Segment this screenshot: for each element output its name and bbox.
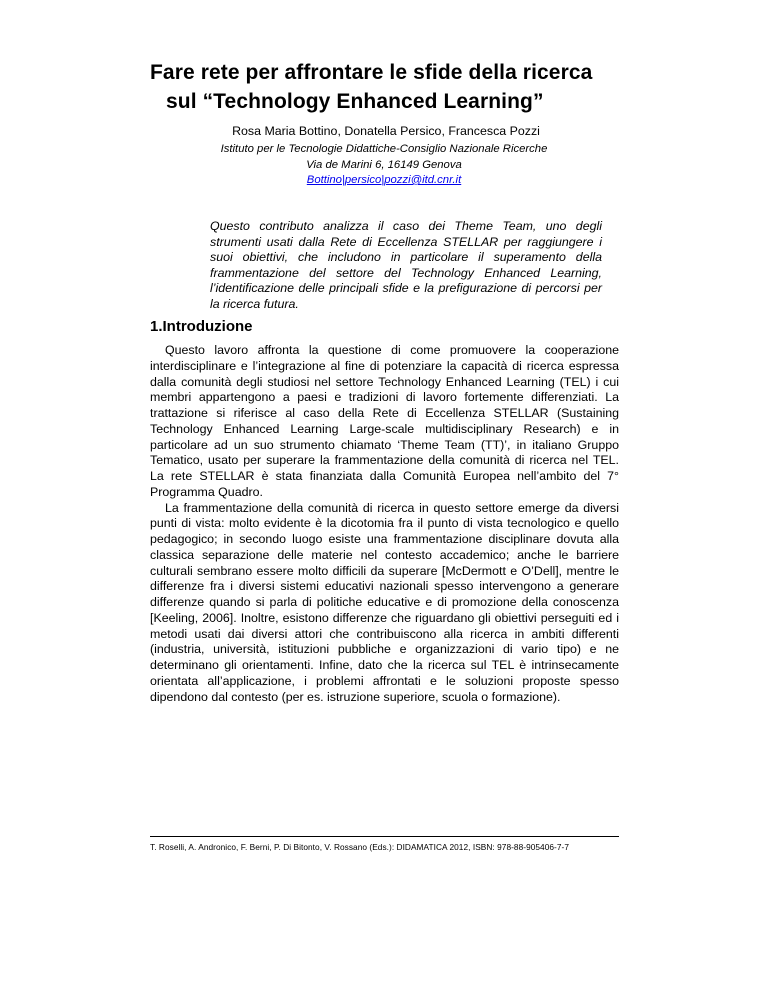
paragraph-2: La frammentazione della comunità di ricerca in questo settore emerge da diversi punti di vista: molto evidente è la dicotomia fra il punto di vista tecnologico e quello pedagogico; in secondo luogo esiste una frammentazione disciplinare dovuta alla classica separazione delle materie nel contesto accademico; anche le barriere culturali sembrano essere molto difficili da superare [McDermott e O’Dell], mentre le differenze fra i diversi sistemi educativi nazionali spesso intervengono a generare differenze quando si parla di politiche educative e di promozione della conoscenza [Keeling, 2006]. Inoltre, esistono differenze che riguardano gli obiettivi perseguiti ed i metodi usati dai diversi attori che contribuiscono alla ricerca in ambiti differenti (industria, università, istituzioni pubbliche e organizzazioni di vario tipo) e ne determinano gli orientamenti. Infine, dato che la ricerca sul TEL è intrinsecamente orientata all’applicazione, i problemi affrontati e le soluzioni proposte spesso dipendono dal contesto (per es. istruzione superiore, scuola o formazione).: [150, 500, 619, 704]
footer-rule: [150, 836, 619, 837]
paper-title: [150, 58, 650, 116]
title-line-2: sul “Technology Enhanced Learning”: [166, 90, 544, 113]
authors: Rosa Maria Bottino, Donatella Persico, Francesca Pozzi: [232, 124, 540, 138]
paragraph-1: Questo lavoro affronta la questione di come promuovere la cooperazione interdisciplinare e l’integrazione al fine di potenziare la capacità di ricerca espressa dalla comunità degli studiosi nel settore Technology Enhanced Learning (TEL) i cui membri appartengono a paesi e tradizioni di lavoro fortemente differenziati. La trattazione si riferisce al caso della Rete di Eccellenza STELLAR (Sustaining Technology Enhanced Learning Large-scale multidisciplinary Research) e in particolare ad un suo strumento chiamato ‘Theme Team (TT)’, in italiano Gruppo Tematico, usato per superare la frammentazione della comunità di ricerca nel TEL. La rete STELLAR è stata finanziata dalla Comunità Europea nell’ambito del 7° Programma Quadro.: [150, 343, 619, 499]
affiliation-address: Via de Marini 6, 16149 Genova: [306, 158, 462, 171]
abstract: Questo contributo analizza il caso dei Theme Team, uno degli strumenti usati dalla Rete di Eccellenza STELLAR per raggiungere i suoi obiettivi, che includono in particolare il superamento della frammentazione del settore del Technology Enhanced Learning, l’identificazione delle principali sfide e la prefigurazione di percorsi per la ricerca futura.: [210, 219, 602, 311]
section-body: [150, 343, 619, 705]
title-line-1: Fare rete per affrontare le sfide della ricerca: [150, 61, 593, 84]
footer-citation: T. Roselli, A. Andronico, F. Berni, P. Di Bitonto, V. Rossano (Eds.): DIDAMATICA 2012, ISBN: 978-88-905406-7-7: [150, 842, 570, 852]
section-heading: 1.Introduzione: [150, 318, 253, 335]
affiliation: [0, 142, 768, 189]
author-email-link[interactable]: Bottino|persico|pozzi@itd.cnr.it: [306, 174, 462, 186]
affiliation-institute: Istituto per le Tecnologie Didattiche-Consiglio Nazionale Ricerche: [220, 143, 548, 155]
